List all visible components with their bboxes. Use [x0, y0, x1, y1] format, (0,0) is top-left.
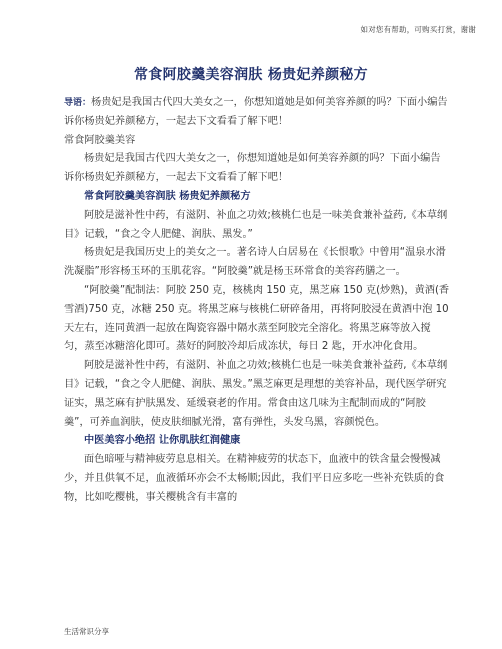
paragraph-complexion: 面色暗哑与精神疲劳息息相关。在精神疲劳的状态下，血液中的铁含量会慢慢减少，并且供氧不足，血液循环亦会不太畅顺;因此，我们平日应多吃一些补充铁质的食物，比如吃樱桃，事关樱桃含有丰富的 — [64, 454, 445, 503]
paragraph-ejiao: 阿胶是滋补性中药，有滋阴、补血之功效;核桃仁也是一味美食兼补益药,《本草纲目》记载，“食之令人肥健、润肤、黑发。” — [64, 209, 448, 240]
header-note: 如对您有帮助，可购买打赏，谢谢 — [360, 25, 476, 34]
lead-text: 杨贵妃是我国古代四大美女之一，你想知道她是如何美容养颜的吗？下面小编告诉你杨贵妃养颜秘方，一起去下文看看了解下吧！ — [64, 97, 448, 127]
paragraph-benefits: 阿胶是滋补性中药，有滋阴、补血之功效;核桃仁也是一味美食兼补益药,《本草纲目》记载，“食之令人肥健、润肤、黑发。”黑芝麻更是理想的美容补品，现代医学研究证实，黑芝麻有护肤黑发、延缓衰老的作用。常食由这几味为主配制而成的“阿胶羹”，可养血润肤，使皮肤细腻光滑，富有弹性，头发乌黑，容颜悦色。 — [64, 360, 448, 428]
document-body — [64, 94, 450, 508]
paragraph-recipe: “阿胶羹”配制法：阿胶 250 克，核桃肉 150 克，黑芝麻 150 克(炒熟)，黄酒(香雪酒)750 克，冰糖 250 克。将黑芝麻与核桃仁研碎备用，再将阿胶浸在黄酒中泡 10 天左右，连同黄酒一起放在陶瓷容器中隔水蒸至阿胶完全溶化。将黑芝麻等放入搅匀，蒸至冰糖溶化即可。蒸好的阿胶冷却后成冻状，每日 2 匙，开水冲化食用。 — [64, 284, 450, 353]
footer-note: 生活常识分享 — [64, 627, 109, 636]
subtitle: 常食阿胶羹美容 — [64, 134, 136, 146]
section-heading-2: 中医美容小绝招 让你肌肤红润健康 — [84, 435, 241, 447]
document-title: 常食阿胶羹美容润肤 杨贵妃养颜秘方 — [134, 67, 368, 83]
lead-label: 导语： — [64, 98, 92, 108]
section-heading-1: 常食阿胶羹美容润肤 杨贵妃养颜秘方 — [84, 190, 251, 202]
lead-paragraph — [64, 94, 450, 132]
paragraph-yang-guifei: 杨贵妃是我国历史上的美女之一。著名诗人白居易在《长恨歌》中曾用“温泉水滑洗凝脂”形容杨玉环的玉肌花容。“阿胶羹”就是杨玉环常食的美容药膳之一。 — [64, 247, 446, 278]
paragraph-intro: 杨贵妃是我国古代四大美女之一，你想知道她是如何美容养颜的吗？下面小编告诉你杨贵妃养颜秘方，一起去下文看看了解下吧！ — [64, 153, 441, 184]
